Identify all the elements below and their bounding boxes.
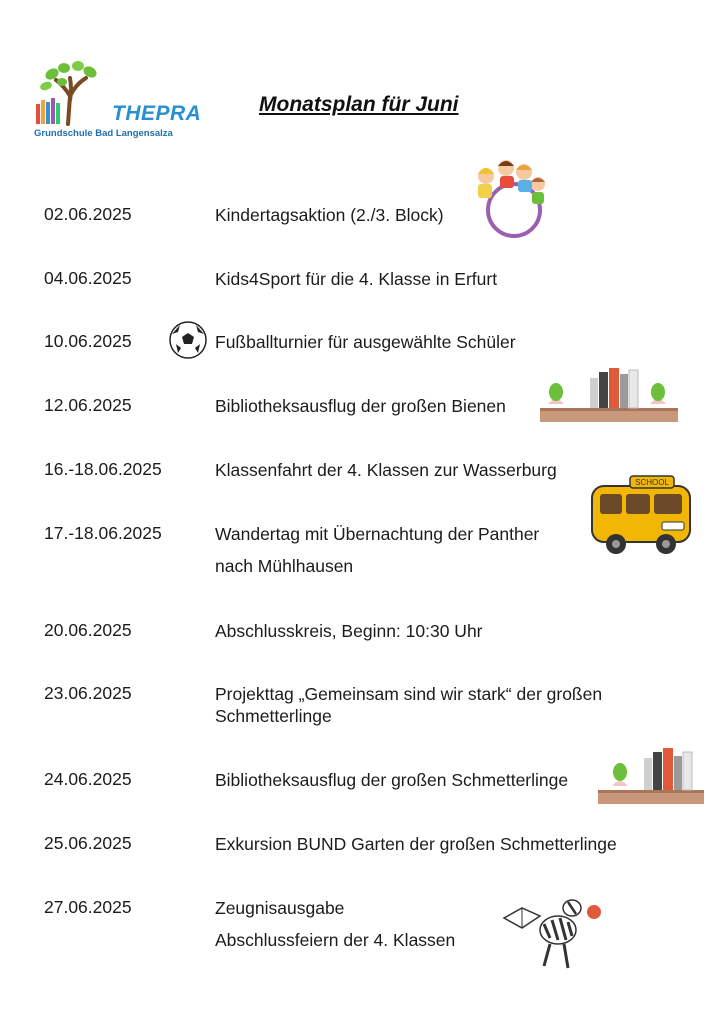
soccer-ball-icon [168,320,208,360]
bookshelf-icon [596,746,706,810]
zebra-reading-icon [500,894,620,980]
event-description: Bibliotheksausflug der großen Bienen [215,396,506,416]
page-title: Monatsplan für Juni [259,93,459,116]
event-date: 04.06.2025 [44,268,132,288]
event-description [215,683,602,727]
bus-sign: SCHOOL [635,478,669,487]
logo-name: THEPRA [112,102,202,125]
event-date: 25.06.2025 [44,833,132,853]
event-line: Abschlussfeiern der 4. Klassen [215,930,456,950]
event-description: Klassenfahrt der 4. Klassen zur Wasserburg [215,460,557,480]
logo-subtitle: Grundschule Bad Langensalza [34,128,173,139]
event-description: Kindertagsaktion (2./3. Block) [215,205,444,225]
event-description [215,523,539,577]
event-description: Fußballturnier für ausgewählte Schüler [215,332,516,352]
event-line: nach Mühlhausen [215,556,354,576]
event-line: Zeugnisausgabe [215,898,345,918]
event-date: 24.06.2025 [44,769,132,789]
event-date: 12.06.2025 [44,395,132,415]
event-description: Kids4Sport für die 4. Klasse in Erfurt [215,269,498,289]
event-date: 10.06.2025 [44,331,132,351]
tree-logo-icon [34,60,114,126]
school-bus-icon [586,472,696,558]
event-description: Abschlusskreis, Beginn: 10:30 Uhr [215,621,483,641]
event-date: 27.06.2025 [44,897,132,917]
event-date: 17.-18.06.2025 [44,523,162,543]
event-line: Projekttag „Gemeinsam sind wir stark“ der großen [215,684,603,704]
event-date: 02.06.2025 [44,204,132,224]
event-date: 16.-18.06.2025 [44,459,162,479]
event-date: 20.06.2025 [44,620,132,640]
children-hoop-icon [468,154,550,240]
event-date: 23.06.2025 [44,683,132,703]
event-description: Exkursion BUND Garten der großen Schmetterlinge [215,834,617,854]
school-logo [34,60,202,142]
event-line: Schmetterlinge [215,706,332,726]
event-line: Wandertag mit Übernachtung der Panther [215,524,540,544]
event-description [215,897,455,951]
event-description: Bibliotheksausflug der großen Schmetterlinge [215,770,569,790]
bookshelf-icon [538,364,680,428]
